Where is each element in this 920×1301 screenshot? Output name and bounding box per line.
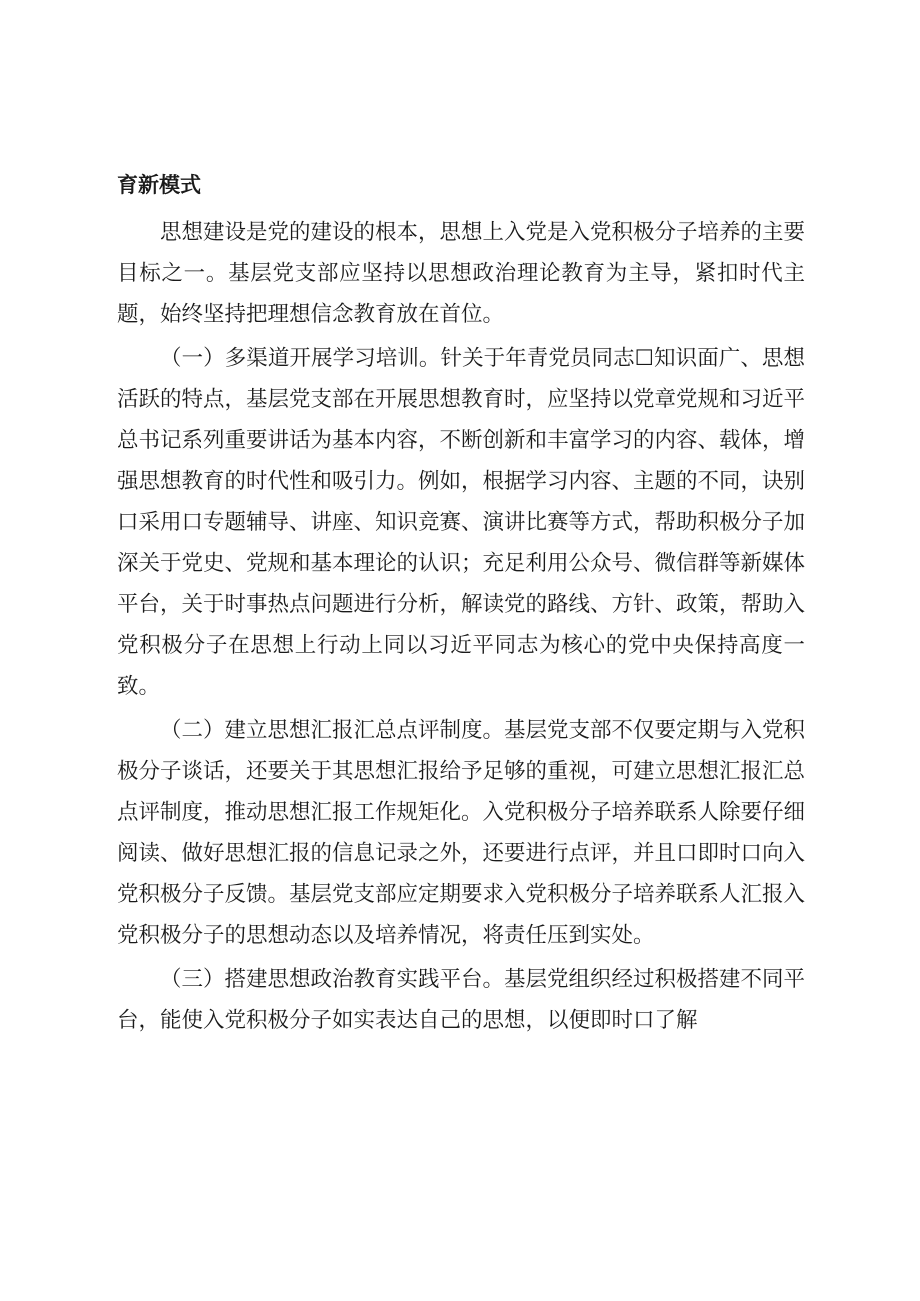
- paragraph-item-3: （三）搭建思想政治教育实践平台。基层党组织经过积极搭建不同平台，能使入党积极分子如实表达自己的思想，以便即时口了解: [117, 967, 806, 1033]
- document-body: [117, 212, 805, 1041]
- paragraph-intro: 思想建设是党的建设的根本，思想上入党是入党积极分子培养的主要目标之一。基层党支部应坚持以思想政治理论教育为主导，紧扣时代主题，始终坚持把理想信念教育放在首位。: [117, 220, 806, 327]
- paragraph-item-2: （二）建立思想汇报汇总点评制度。基层党支部不仅要定期与入党积极分子谈话，还要关于其思想汇报给予足够的重视，可建立思想汇报汇总点评制度，推动思想汇报工作规矩化。入党积极分子培养联系人除要仔细阅读、做好思想汇报的信息记录之外，还要进行点评，并且口即时口向入党积极分子反馈。基层党支部应定期要求入党积极分子培养联系人汇报入党积极分子的思想动态以及培养情况，将责任压到实处。: [117, 718, 806, 948]
- section-heading: 育新模式: [117, 173, 201, 197]
- paragraph-item-1: （一）多渠道开展学习培训。针关于年青党员同志☐知识面广、思想活跃的特点，基层党支部在开展思想教育时，应坚持以党章党规和习近平总书记系列重要讲话为基本内容，不断创新和丰富学习的内容、载体，增强思想教育的时代性和吸引力。例如，根据学习内容、主题的不同，诀别口采用口专题辅导、讲座、知识竞赛、演讲比赛等方式，帮助积极分子加深关于党史、党规和基本理论的认识；充足利用公众号、微信群等新媒体平台，关于时事热点问题进行分析，解读党的路线、方针、政策，帮助入党积极分子在思想上行动上同以习近平同志为核心的党中央保持高度一致。: [117, 346, 806, 699]
